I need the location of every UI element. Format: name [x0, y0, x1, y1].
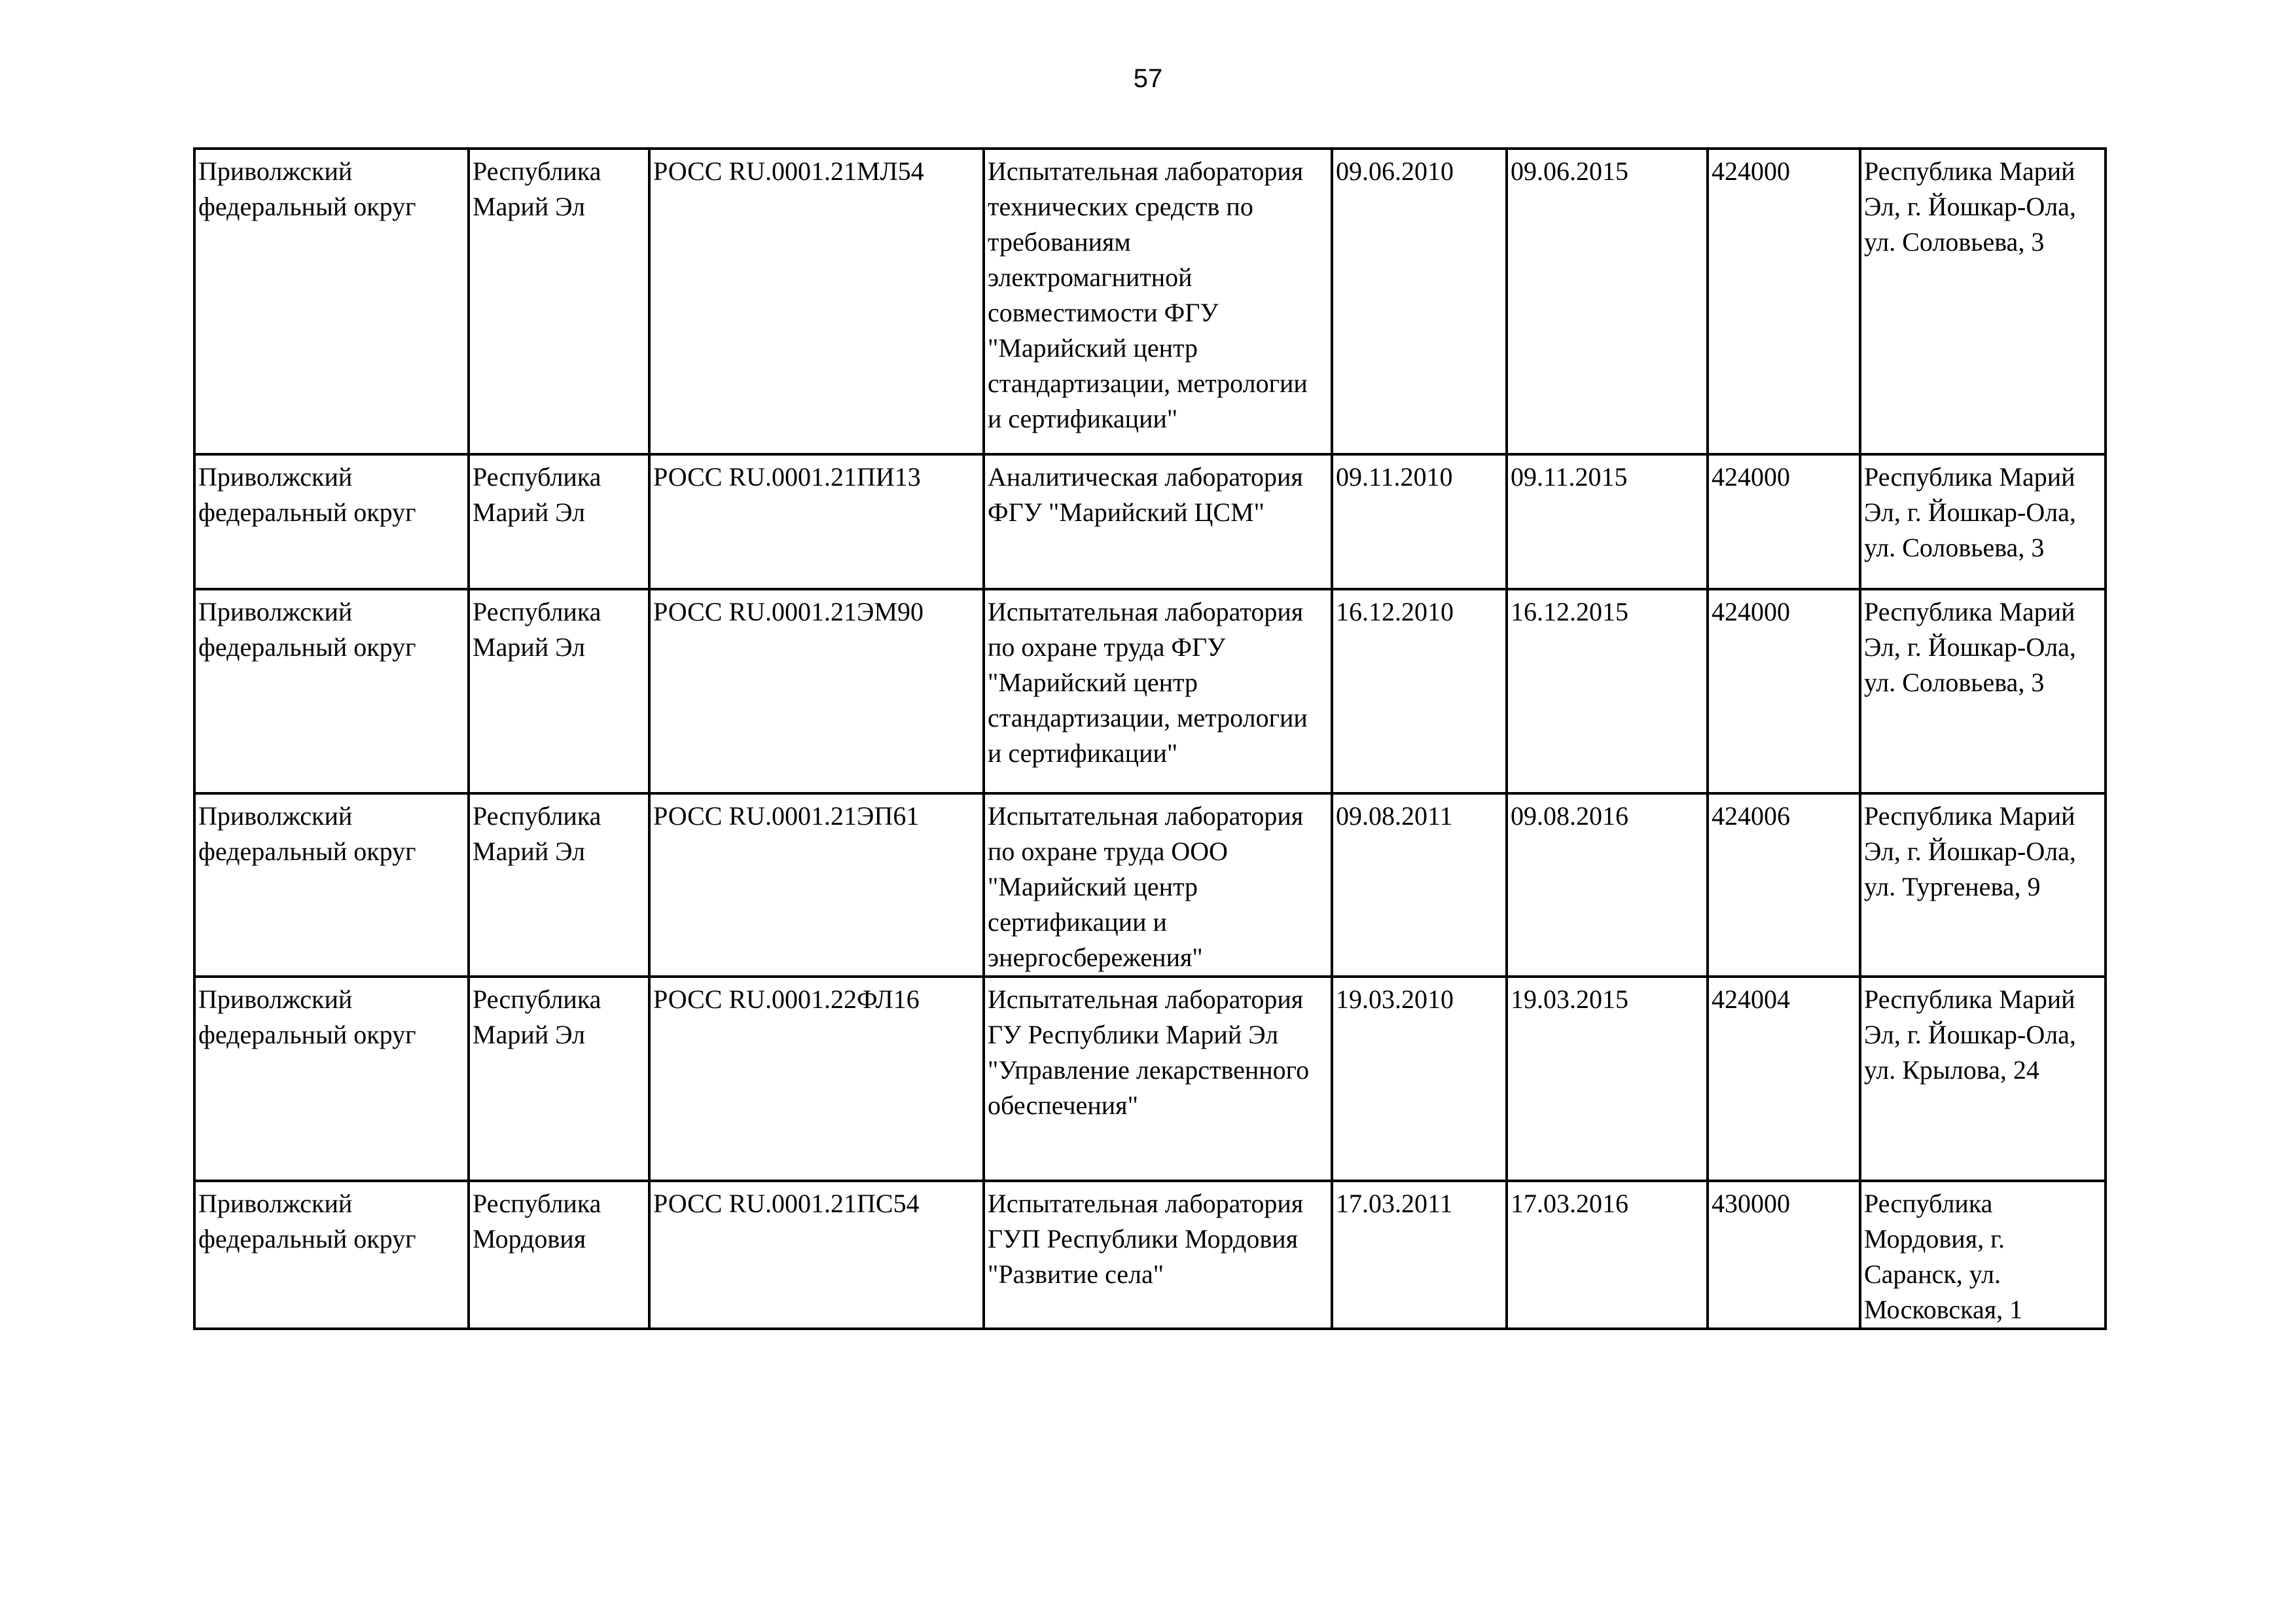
registration-number-cell: РОСС RU.0001.21ПС54: [649, 1181, 984, 1329]
laboratory-name-cell: Испытательная лаборатория ГУП Республики Мордовия "Развитие села": [984, 1181, 1332, 1329]
federal-district-cell: Приволжский федеральный округ: [194, 454, 469, 589]
laboratory-name-cell: Аналитическая лаборатория ФГУ "Марийский ЦСМ": [984, 454, 1332, 589]
date-to-cell: 17.03.2016: [1507, 1181, 1708, 1329]
postcode-cell: 424000: [1708, 149, 1860, 454]
registration-number-cell: РОСС RU.0001.22ФЛ16: [649, 977, 984, 1181]
region-cell: Республика Марий Эл: [469, 149, 649, 454]
federal-district-cell: Приволжский федеральный округ: [194, 149, 469, 454]
laboratory-name-cell: Испытательная лаборатория технических средств по требованиям электромагнитной совместимости ФГУ "Марийский центр стандартизации, метрологии и сертификации": [984, 149, 1332, 454]
table-row: [194, 589, 2106, 793]
address-cell: Республика Марий Эл, г. Йошкар-Ола, ул. Соловьева, 3: [1860, 589, 2106, 793]
postcode-cell: 424000: [1708, 454, 1860, 589]
federal-district-cell: Приволжский федеральный округ: [194, 793, 469, 977]
date-from-cell: 09.06.2010: [1332, 149, 1507, 454]
postcode-cell: 430000: [1708, 1181, 1860, 1329]
federal-district-cell: Приволжский федеральный округ: [194, 977, 469, 1181]
postcode-cell: 424004: [1708, 977, 1860, 1181]
date-to-cell: 09.11.2015: [1507, 454, 1708, 589]
address-cell: Республика Марий Эл, г. Йошкар-Ола, ул. Крылова, 24: [1860, 977, 2106, 1181]
region-cell: Республика Марий Эл: [469, 793, 649, 977]
laboratory-name-cell: Испытательная лаборатория по охране труда ООО "Марийский центр сертификации и энергосбережения": [984, 793, 1332, 977]
date-to-cell: 09.06.2015: [1507, 149, 1708, 454]
date-to-cell: 09.08.2016: [1507, 793, 1708, 977]
date-from-cell: 19.03.2010: [1332, 977, 1507, 1181]
postcode-cell: 424006: [1708, 793, 1860, 977]
table-row: [194, 977, 2106, 1181]
federal-district-cell: Приволжский федеральный округ: [194, 589, 469, 793]
region-cell: Республика Мордовия: [469, 1181, 649, 1329]
date-from-cell: 17.03.2011: [1332, 1181, 1507, 1329]
laboratory-name-cell: Испытательная лаборатория ГУ Республики Марий Эл "Управление лекарственного обеспечения": [984, 977, 1332, 1181]
accreditation-registry-table: [193, 147, 2107, 1330]
address-cell: Республика Марий Эл, г. Йошкар-Ола, ул. Соловьева, 3: [1860, 149, 2106, 454]
registration-number-cell: РОСС RU.0001.21ПИ13: [649, 454, 984, 589]
registration-number-cell: РОСС RU.0001.21ЭМ90: [649, 589, 984, 793]
date-from-cell: 09.11.2010: [1332, 454, 1507, 589]
table-row: [194, 149, 2106, 454]
address-cell: Республика Марий Эл, г. Йошкар-Ола, ул. Тургенева, 9: [1860, 793, 2106, 977]
registration-number-cell: РОСС RU.0001.21ЭП61: [649, 793, 984, 977]
federal-district-cell: Приволжский федеральный округ: [194, 1181, 469, 1329]
address-cell: Республика Марий Эл, г. Йошкар-Ола, ул. Соловьева, 3: [1860, 454, 2106, 589]
table-row: [194, 793, 2106, 977]
date-from-cell: 09.08.2011: [1332, 793, 1507, 977]
region-cell: Республика Марий Эл: [469, 454, 649, 589]
date-from-cell: 16.12.2010: [1332, 589, 1507, 793]
postcode-cell: 424000: [1708, 589, 1860, 793]
table-row: [194, 1181, 2106, 1329]
page-number: 57: [1133, 64, 1163, 93]
region-cell: Республика Марий Эл: [469, 589, 649, 793]
laboratory-name-cell: Испытательная лаборатория по охране труда ФГУ "Марийский центр стандартизации, метрологии и сертификации": [984, 589, 1332, 793]
address-cell: Республика Мордовия, г. Саранск, ул. Московская, 1: [1860, 1181, 2106, 1329]
region-cell: Республика Марий Эл: [469, 977, 649, 1181]
table-row: [194, 454, 2106, 589]
date-to-cell: 16.12.2015: [1507, 589, 1708, 793]
registration-number-cell: РОСС RU.0001.21МЛ54: [649, 149, 984, 454]
date-to-cell: 19.03.2015: [1507, 977, 1708, 1181]
